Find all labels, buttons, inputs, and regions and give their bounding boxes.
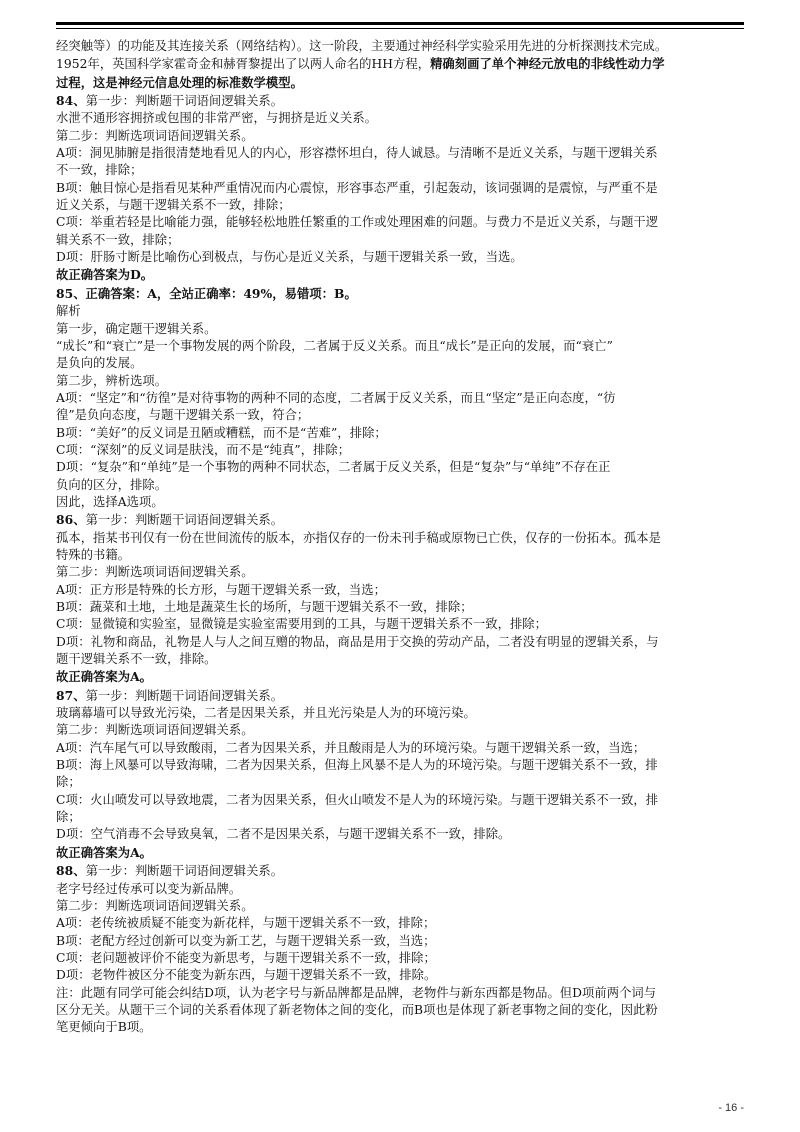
line-text: 第二步：判断选项词语间逻辑关系。 bbox=[56, 898, 254, 913]
text-line bbox=[56, 511, 744, 529]
text-line bbox=[56, 547, 744, 564]
line-text: 玻璃幕墙可以导致光污染，二者是因果关系，并且光污染是人为的环境污染。 bbox=[56, 706, 476, 721]
line-text: A项：老传统被质疑不能变为新花样，与题干逻辑关系不一致，排除； bbox=[56, 916, 436, 931]
bold-text: 85、正确答案：A，全站正确率：49%，易错项：B。 bbox=[56, 285, 357, 301]
line-text: D项：老物件被区分不能变为新东西，与题干逻辑关系不一致，排除。 bbox=[56, 968, 437, 983]
line-text: A项：正方形是特殊的长方形，与题干逻辑关系一致，当选； bbox=[56, 582, 386, 597]
line-text: B项：蔬菜和土地，土地是蔬菜生长的场所，与题干逻辑关系不一致，排除； bbox=[56, 600, 473, 614]
line-text: D项：“复杂”和“单纯”是一个事物的两种不同状态，二者属于反义关系，但是“复杂”与“单纯”不存在正 bbox=[56, 460, 611, 475]
line-text: 1952年，英国科学家霍奇金和赫胥黎提出了以两人命名的HH方程， bbox=[56, 57, 431, 72]
line-text: 老字号经过传承可以变为新品牌。 bbox=[56, 881, 242, 896]
page-number: - 16 - bbox=[718, 1102, 744, 1114]
text-line bbox=[56, 1019, 744, 1036]
line-text: 题干逻辑关系不一致，排除。 bbox=[56, 652, 217, 667]
line-text: D项：肝肠寸断是比喻伤心到极点，与伤心是近义关系，与题干逻辑关系一致，当选。 bbox=[56, 250, 523, 265]
bold-text: 过程，这是神经元信息处理的标准数学模型。 bbox=[56, 74, 303, 90]
line-text: 笔更倾向于B项。 bbox=[56, 1020, 152, 1035]
text-line bbox=[56, 303, 744, 320]
line-text: D项：空气消毒不会导致臭氧，二者不是因果关系，与题干逻辑关系不一致，排除。 bbox=[56, 827, 511, 842]
text-line bbox=[56, 110, 744, 127]
text-line bbox=[56, 950, 744, 967]
text-line bbox=[56, 722, 744, 739]
line-text: 除； bbox=[56, 810, 81, 825]
bold-text: 84、 bbox=[56, 93, 86, 109]
line-text: 特殊的书籍。 bbox=[56, 547, 131, 562]
text-line bbox=[56, 967, 744, 984]
text-line bbox=[56, 757, 744, 774]
line-text: 区分无关。从题干三个词的关系看体现了新老物体之间的变化，而B项也是体现了新老事物之间的变化，因此粉 bbox=[56, 1002, 658, 1017]
text-line bbox=[56, 55, 744, 73]
text-line bbox=[56, 616, 744, 633]
line-text: 辑关系不一致，排除； bbox=[56, 232, 180, 247]
text-line bbox=[56, 564, 744, 581]
text-line bbox=[56, 407, 744, 424]
text-line bbox=[56, 459, 744, 476]
text-line bbox=[56, 774, 744, 791]
bold-text: 87、 bbox=[56, 687, 86, 703]
text-line bbox=[56, 881, 744, 898]
line-text: 经突触等）的功能及其连接关系（网络结构）。这一阶段，主要通过神经科学实验采用先进的分析探测技术完成。 bbox=[56, 39, 668, 53]
text-line bbox=[56, 355, 744, 372]
line-text: D项：礼物和商品，礼物是人与人之间互赠的物品，商品是用于交换的劳动产品，二者没有明显的逻辑关系，与 bbox=[56, 634, 659, 649]
line-text: 第二步：判断选项词语间逻辑关系。 bbox=[56, 128, 254, 143]
document-body bbox=[56, 38, 744, 1037]
line-text: A项：“坚定”和“彷徨”是对待事物的两种不同的态度，二者属于反义关系，而且“坚定”是正向态度，“彷 bbox=[56, 390, 616, 405]
text-line bbox=[56, 582, 744, 599]
text-line bbox=[56, 232, 744, 249]
text-line bbox=[56, 494, 744, 511]
text-line bbox=[56, 266, 744, 284]
line-text: 解析 bbox=[56, 304, 81, 319]
text-line bbox=[56, 687, 744, 705]
text-line bbox=[56, 1002, 744, 1019]
text-line bbox=[56, 373, 744, 390]
text-line bbox=[56, 915, 744, 932]
line-text: B项：“美好”的反义词是丑陋或糟糕，而不是“苦难”，排除； bbox=[56, 425, 387, 440]
text-line bbox=[56, 128, 744, 145]
line-text: B项：触目惊心是指看见某种严重情况而内心震惊，形容事态严重，引起轰动，该词强调的是震惊，与严重不是 bbox=[56, 180, 658, 195]
text-line bbox=[56, 826, 744, 843]
text-line bbox=[56, 74, 744, 92]
text-line bbox=[56, 162, 744, 179]
text-line bbox=[56, 338, 744, 355]
line-tail-text: 第一步：判断题干词语间逻辑关系。 bbox=[85, 864, 284, 879]
text-line bbox=[56, 809, 744, 826]
line-text: C项：老问题被评价不能变为新思考，与题干逻辑关系不一致，排除； bbox=[56, 950, 436, 965]
text-line bbox=[56, 530, 744, 547]
line-text: 第二步，辨析选项。 bbox=[56, 373, 168, 388]
line-text: B项：海上风暴可以导致海啸，二者为因果关系，但海上风暴不是人为的环境污染。与题干逻辑关系不一致，排 bbox=[56, 758, 658, 773]
line-tail-text: 第一步：判断题干词语间逻辑关系。 bbox=[85, 688, 284, 703]
text-line bbox=[56, 38, 744, 55]
text-line bbox=[56, 321, 744, 338]
text-line bbox=[56, 285, 744, 303]
text-line bbox=[56, 425, 744, 442]
line-text: 不一致，排除； bbox=[56, 163, 143, 178]
bold-text: 86、 bbox=[56, 512, 86, 528]
text-line bbox=[56, 180, 744, 197]
line-text: “成长”和“衰亡”是一个事物发展的两个阶段，二者属于反义关系。而且“成长”是正向的发展，而“衰亡” bbox=[56, 338, 613, 353]
text-line bbox=[56, 214, 744, 231]
line-tail-text: 第一步：判断题干词语间逻辑关系。 bbox=[85, 513, 284, 528]
line-text: 水泄不通形容拥挤或包围的非常严密，与拥挤是近义关系。 bbox=[56, 111, 378, 126]
line-text: B项：老配方经过创新可以变为新工艺，与题干逻辑关系一致，当选； bbox=[56, 933, 436, 948]
line-text: C项：显微镜和实验室，显微镜是实验室需要用到的工具，与题干逻辑关系不一致，排除； bbox=[56, 617, 547, 632]
text-line bbox=[56, 249, 744, 266]
line-text: 是负向的发展。 bbox=[56, 356, 143, 371]
line-text: 负向的区分，排除。 bbox=[56, 477, 168, 492]
text-line bbox=[56, 862, 744, 880]
line-text: C项：火山喷发可以导致地震，二者为因果关系，但火山喷发不是人为的环境污染。与题干逻辑关系不一致，排 bbox=[56, 792, 659, 807]
text-line bbox=[56, 390, 744, 407]
line-text: 孤本，指某书刊仅有一份在世间流传的版本，亦指仅存的一份未刊手稿或原物已亡佚，仅存的一份拓本。孤本是 bbox=[56, 530, 661, 545]
text-line bbox=[56, 985, 744, 1002]
line-text: 除； bbox=[56, 775, 81, 790]
bold-text: 精确刻画了单个神经元放电的非线性动力学 bbox=[430, 56, 665, 72]
line-text: 第二步：判断选项词语间逻辑关系。 bbox=[56, 565, 254, 580]
text-line bbox=[56, 933, 744, 950]
line-tail-text: 第一步：判断题干词语间逻辑关系。 bbox=[85, 94, 284, 109]
header-rule-thick bbox=[56, 22, 744, 25]
text-line bbox=[56, 599, 744, 616]
bold-text: 故正确答案为A。 bbox=[56, 669, 153, 685]
text-line bbox=[56, 705, 744, 722]
line-text: 注：此题有同学可能会纠结D项，认为老字号与新品牌都是品牌，老物件与新东西都是物品。但D项前两个词与 bbox=[56, 985, 657, 1000]
bold-text: 故正确答案为A。 bbox=[56, 844, 153, 860]
text-line bbox=[56, 898, 744, 915]
header-rule-thin bbox=[56, 28, 744, 29]
line-text: C项：“深刻”的反义词是肤浅，而不是“纯真”，排除； bbox=[56, 442, 351, 457]
text-line bbox=[56, 92, 744, 110]
text-line bbox=[56, 442, 744, 459]
text-line bbox=[56, 477, 744, 494]
line-text: A项：洞见肺腑是指很清楚地看见人的内心，形容襟怀坦白，待人诚恳。与清晰不是近义关系，与题干逻辑关系 bbox=[56, 146, 658, 161]
line-text: 近义关系，与题干逻辑关系不一致，排除； bbox=[56, 198, 291, 213]
text-line bbox=[56, 197, 744, 214]
line-text: 第二步：判断选项词语间逻辑关系。 bbox=[56, 723, 254, 738]
text-line bbox=[56, 844, 744, 862]
text-line bbox=[56, 668, 744, 686]
text-line bbox=[56, 651, 744, 668]
line-text: 徨”是负向态度，与题干逻辑关系一致，符合； bbox=[56, 408, 310, 423]
line-text: A项：汽车尾气可以导致酸雨，二者为因果关系，并且酸雨是人为的环境污染。与题干逻辑关系一致，当选； bbox=[56, 740, 646, 755]
line-text: 因此，选择A选项。 bbox=[56, 494, 164, 509]
line-text: C项：举重若轻是比喻能力强，能够轻松地胜任繁重的工作或处理困难的问题。与费力不是近义关系，与题干逻 bbox=[56, 215, 659, 230]
text-line bbox=[56, 740, 744, 757]
line-text: 第一步，确定题干逻辑关系。 bbox=[56, 321, 217, 336]
bold-text: 故正确答案为D。 bbox=[56, 267, 154, 283]
text-line bbox=[56, 634, 744, 651]
text-line bbox=[56, 792, 744, 809]
text-line bbox=[56, 145, 744, 162]
bold-text: 88、 bbox=[56, 863, 86, 879]
